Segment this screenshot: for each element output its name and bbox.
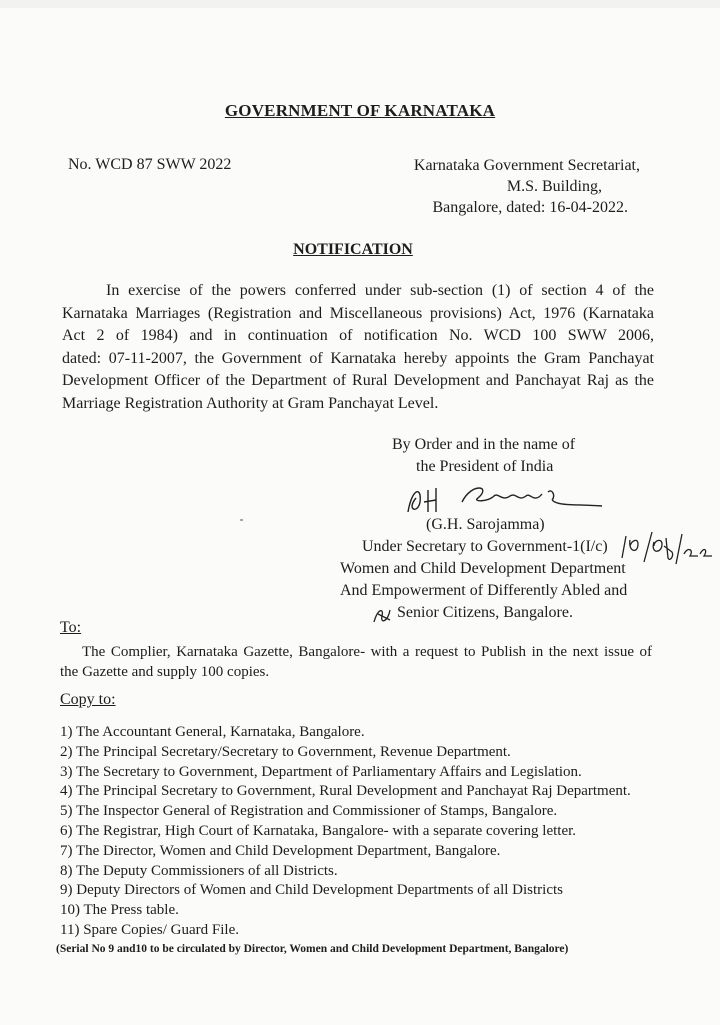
list-item: 11) Spare Copies/ Guard File.: [60, 921, 239, 938]
list-item: 5) The Inspector General of Registration and Commissioner of Stamps, Bangalore.: [60, 803, 558, 820]
body-line: Karnataka Marriages (Registration and Miscellaneous provisions) Act, 1976 (Karnataka: [62, 304, 654, 322]
reference-number: No. WCD 87 SWW 2022: [68, 156, 232, 173]
notification-body: [62, 280, 654, 415]
handwritten-date: [618, 528, 714, 570]
notification-heading: NOTIFICATION: [293, 241, 413, 258]
address-line: Karnataka Government Secretariat,: [413, 157, 640, 174]
list-item: 8) The Deputy Commissioners of all Districts.: [60, 862, 338, 879]
issuing-office-address: [400, 155, 640, 218]
order-text: the President of India: [416, 458, 554, 475]
list-item: 1) The Accountant General, Karnataka, Bangalore.: [60, 724, 365, 740]
list-item: 10) The Press table.: [60, 902, 179, 919]
signatory-name: (G.H. Sarojamma): [426, 516, 545, 533]
copy-to-label: Copy to:: [60, 691, 116, 708]
document-page: [0, 8, 720, 1025]
body-line: dated: 07-11-2007, the Government of Karnataka hereby appoints the Gram Panchayat: [62, 349, 654, 367]
list-item: 3) The Secretary to Government, Department of Parliamentary Affairs and Legislation.: [60, 763, 582, 780]
copy-to-list: [60, 723, 631, 941]
signatory-department: Senior Citizens, Bangalore.: [397, 604, 573, 621]
order-line: [392, 434, 575, 478]
body-line: Marriage Registration Authority at Gram Panchayat Level.: [62, 394, 439, 412]
list-item: 6) The Registrar, High Court of Karnataka, Bangalore- with a separate covering letter.: [60, 822, 577, 839]
signatory-department: And Empowerment of Differently Abled and: [340, 582, 628, 599]
body-line: Development Officer of the Department of Rural Development and Panchayat Raj as the: [62, 372, 654, 389]
recipient-line: the Gazette and supply 100 copies.: [60, 664, 270, 680]
body-line: In exercise of the powers conferred under sub-section (1) of section 4 of the: [106, 282, 654, 299]
signatory-block: [340, 514, 627, 624]
address-line: Bangalore, dated: 16-04-2022.: [432, 199, 628, 216]
order-text: By Order and in the name of: [392, 436, 576, 453]
list-item: 4) The Principal Secretary to Government, Rural Development and Panchayat Raj Department.: [60, 783, 631, 800]
to-label: To:: [60, 619, 82, 636]
list-item: 9) Deputy Directors of Women and Child Development Departments of all Districts: [60, 882, 563, 899]
recipient-line: The Complier, Karnataka Gazette, Bangalore- with a request to Publish in the next issue of: [82, 644, 652, 660]
signatory-department: Women and Child Development Department: [340, 560, 626, 577]
scan-speck: [240, 519, 243, 521]
body-line: Act 2 of 1984) and in continuation of notification No. WCD 100 SWW 2006,: [62, 327, 654, 344]
signatory-designation: Under Secretary to Government-1(I/c): [362, 538, 608, 555]
document-title: GOVERNMENT OF KARNATAKA: [224, 101, 496, 120]
list-item: 2) The Principal Secretary/Secretary to Government, Revenue Department.: [60, 743, 511, 760]
circulation-footnote: (Serial No 9 and10 to be circulated by Director, Women and Child Development Department, Bangalore): [56, 943, 569, 955]
address-line: M.S. Building,: [506, 178, 602, 195]
recipient-text: [60, 642, 652, 682]
list-item: 7) The Director, Women and Child Development Department, Bangalore.: [60, 842, 501, 859]
